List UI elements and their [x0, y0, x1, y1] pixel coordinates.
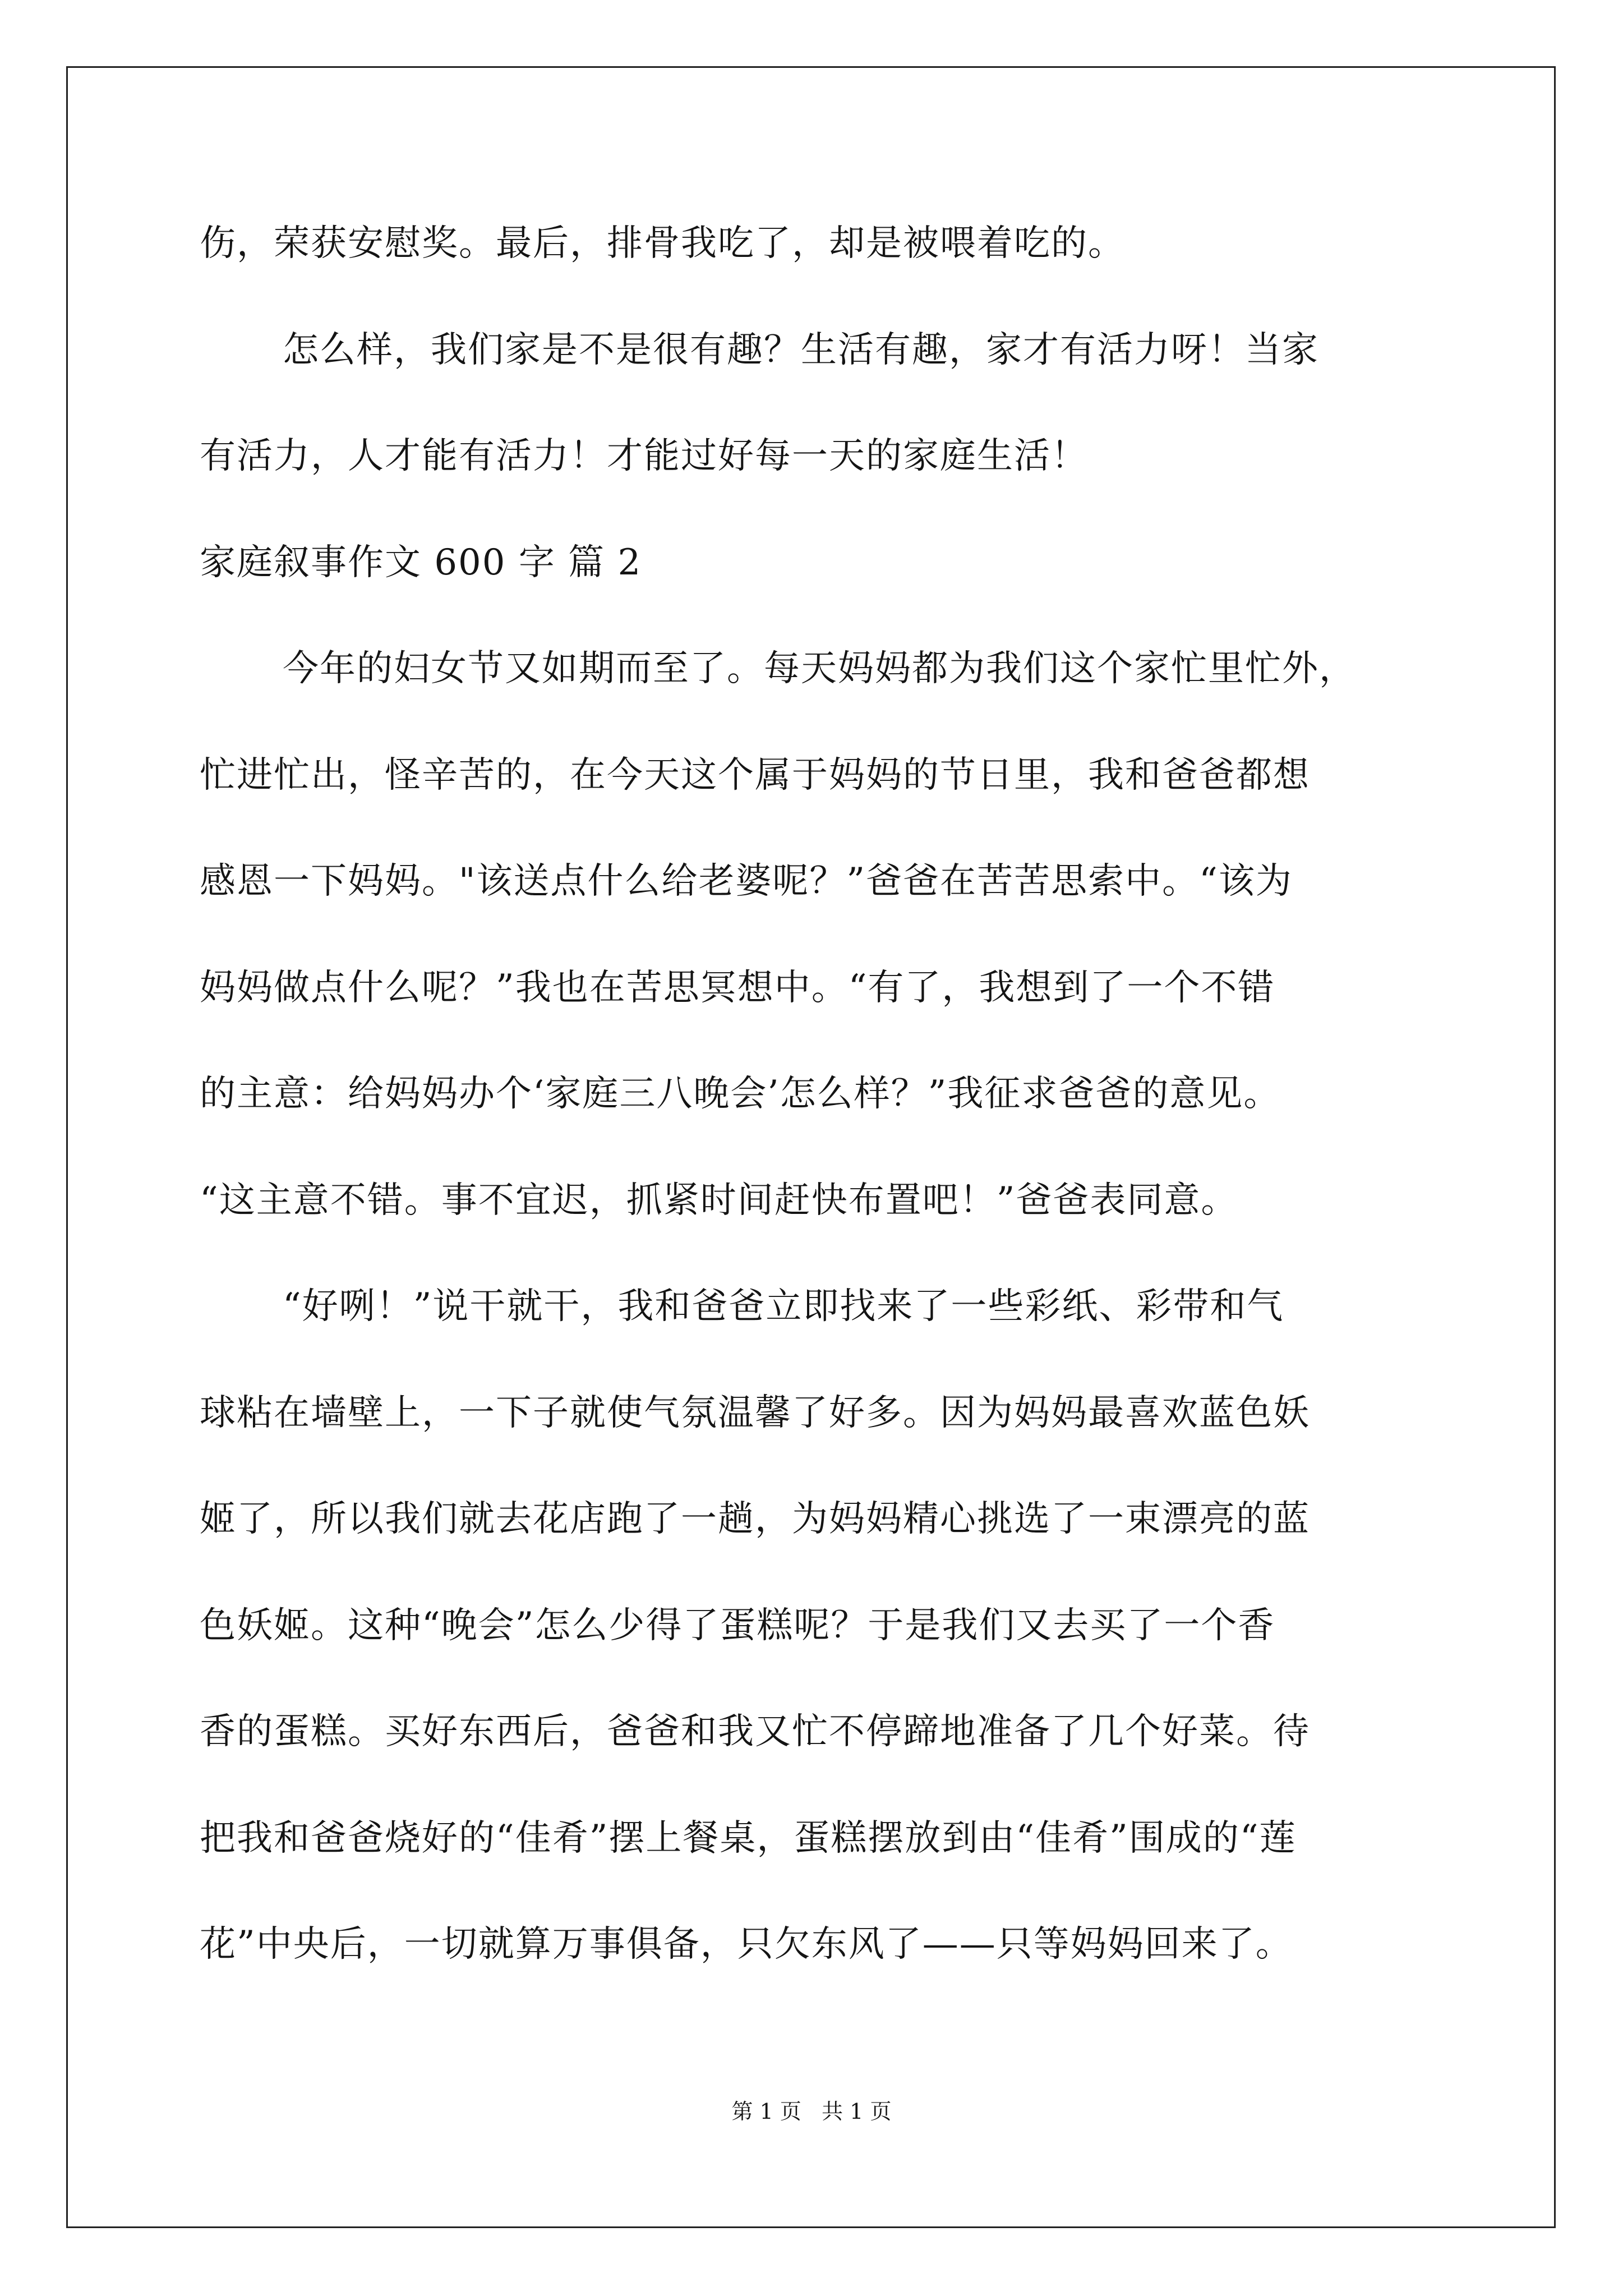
- paragraph-line: 伤，荣获安慰奖。最后，排骨我吃了，却是被喂着吃的。: [200, 223, 1125, 264]
- paragraph-line: 姬了，所以我们就去花店跑了一趟，为妈妈精心挑选了一束漂亮的蓝: [200, 1498, 1310, 1540]
- paragraph-line: “这主意不错。事不宜迟，抓紧时间赶快布置吧！”爸爸表同意。: [200, 1180, 1238, 1221]
- paragraph-line: 把我和爸爸烧好的“佳肴”摆上餐桌，蛋糕摆放到由“佳肴”围成的“莲: [200, 1818, 1297, 1859]
- paragraph-line: 香的蛋糕。买好东西后，爸爸和我又忙不停蹄地准备了几个好菜。待: [200, 1711, 1310, 1752]
- paragraph-line: 有活力，人才能有活力！才能过好每一天的家庭生活！: [200, 435, 1088, 477]
- paragraph-line: 花”中央后，一切就算万事俱备，只欠东风了——只等妈妈回来了。: [200, 1924, 1293, 1965]
- paragraph-line: 球粘在墙壁上，一下子就使气氛温馨了好多。因为妈妈最喜欢蓝色妖: [200, 1392, 1310, 1434]
- paragraph-line: 妈妈做点什么呢？”我也在苦思冥想中。“有了，我想到了一个不错: [200, 967, 1275, 1009]
- page-border: [66, 66, 1556, 2228]
- paragraph-line: 感恩一下妈妈。"该送点什么给老婆呢？”爸爸在苦苦思索中。“该为: [200, 861, 1293, 902]
- paragraph-line: 怎么样，我们家是不是很有趣？生活有趣，家才有活力呀！当家: [283, 329, 1319, 371]
- paragraph-line: “好咧！”说干就干，我和爸爸立即找来了一些彩纸、彩带和气: [283, 1286, 1284, 1327]
- page-footer: 第 1 页 共 1 页: [731, 2099, 892, 2124]
- section-heading: 家庭叙事作文 600 字 篇 2: [200, 542, 642, 583]
- paragraph-line: 忙进忙出，怪辛苦的，在今天这个属于妈妈的节日里，我和爸爸都想: [200, 754, 1310, 796]
- paragraph-line: 的主意：给妈妈办个‘家庭三八晚会’怎么样？”我征求爸爸的意见。: [200, 1073, 1281, 1115]
- paragraph-line: 今年的妇女节又如期而至了。每天妈妈都为我们这个家忙里忙外，: [283, 648, 1356, 689]
- paragraph-line: 色妖姬。这种“晚会”怎么少得了蛋糕呢？于是我们又去买了一个香: [200, 1605, 1275, 1646]
